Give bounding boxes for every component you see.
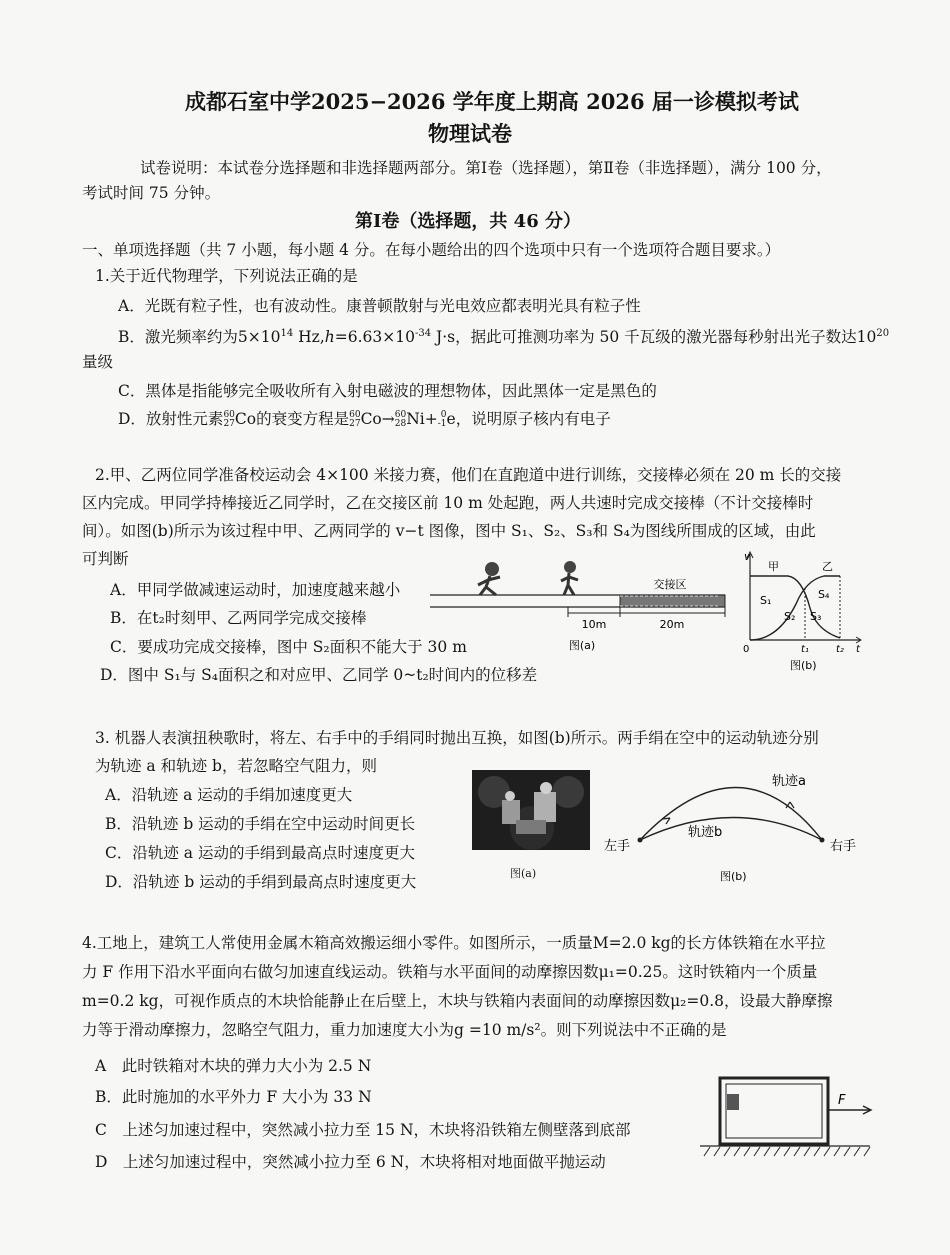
q3-option-a: A．沿轨迹 a 运动的手绢加速度更大 bbox=[105, 786, 353, 804]
exchange-zone-label: 交接区 bbox=[653, 578, 687, 591]
q4-option-a: A 此时铁箱对木块的弹力大小为 2.5 N bbox=[95, 1057, 372, 1075]
q3-option-b: B．沿轨迹 b 运动的手绢在空中运动时间更长 bbox=[105, 815, 416, 833]
svg-text:t: t bbox=[856, 644, 860, 655]
q4-stem-line4: 力等于滑动摩擦力，忽略空气阻力，重力加速度大小为g =10 m/s²。则下列说法中不正确的是 bbox=[82, 1021, 727, 1039]
svg-text:S₄: S₄ bbox=[818, 588, 830, 601]
q3-figure-b bbox=[600, 760, 870, 885]
q2-stem-line2: 区内完成。甲同学持棒接近乙同学时，乙在交接区前 10 m 处起跑，两人共速时完成交接棒（不计交接棒时 bbox=[82, 494, 814, 512]
q3-stem-line2: 为轨迹 a 和轨迹 b，若忽略空气阻力，则 bbox=[95, 757, 377, 775]
svg-text:0: 0 bbox=[743, 644, 750, 655]
runner-jia-icon bbox=[478, 562, 500, 595]
figure-a-caption: 图(a) bbox=[568, 639, 596, 652]
q1-option-a: A．光既有粒子性，也有波动性。康普顿散射与光电效应都表明光具有粒子性 bbox=[118, 297, 641, 315]
exam-note-cont: 考试时间 75 分钟。 bbox=[82, 184, 221, 202]
q4-stem-line2: 力 F 作用下沿水平面向右做匀加速直线运动。铁箱与水平面间的动摩擦因数μ₁=0.25。这时铁箱内一个质量 bbox=[82, 963, 818, 981]
section-title: 第Ⅰ卷（选择题，共 46 分） bbox=[355, 211, 582, 232]
q2-stem-line1: 2.甲、乙两位同学准备校运动会 4×100 米接力赛，他们在直跑道中进行训练，交接棒必须在 20 m 长的交接 bbox=[95, 466, 842, 484]
svg-text:t₂: t₂ bbox=[836, 644, 844, 655]
q2-option-c: C．要成功完成交接棒，图中 S₂面积不能大于 30 m bbox=[110, 638, 467, 656]
track-b-label: 轨迹b bbox=[688, 825, 723, 840]
q3-stem-line1: 3. 机器人表演扭秧歌时，将左、右手中的手绢同时抛出互换，如图(b)所示。两手绢在空中的运动轨迹分别 bbox=[95, 729, 819, 747]
q3-robot-photo bbox=[472, 770, 590, 850]
svg-text:S₂: S₂ bbox=[784, 610, 796, 623]
q3-option-d: D．沿轨迹 b 运动的手绢到最高点时速度更大 bbox=[105, 873, 417, 891]
left-hand-label: 左手 bbox=[604, 839, 631, 854]
exam-title: 成都石室中学2025−2026 学年度上期高 2026 届一诊模拟考试 bbox=[185, 89, 799, 114]
svg-text:乙: 乙 bbox=[822, 560, 833, 573]
exam-subtitle: 物理试卷 bbox=[428, 121, 512, 146]
q4-option-d: D 上述匀加速过程中，突然减小拉力至 6 N，木块将相对地面做平抛运动 bbox=[95, 1153, 606, 1171]
svg-text:图(b): 图(b) bbox=[790, 659, 817, 672]
runner-yi-icon bbox=[561, 561, 578, 595]
figure-b-caption: 图(b) bbox=[720, 870, 747, 883]
q1-option-b: B．激光频率约为$5\times 10^{14}$ $Hz,h=6.63\times 10^{-34}$ J·s，据此可推测功率为 50 千瓦级的激光器每秒射出光子数达$10^{20}$ bbox=[118, 328, 890, 347]
q2-stem-line4: 可判断 bbox=[82, 550, 129, 568]
q1-option-b-cont: 量级 bbox=[82, 353, 114, 371]
q4-stem-line3: m=0.2 kg，可视作质点的木块恰能静止在后壁上，木块与铁箱内表面间的动摩擦因数μ₂=0.8，设最大静摩擦 bbox=[82, 992, 833, 1010]
distance-20m: 20m bbox=[659, 618, 685, 631]
distance-10m: 10m bbox=[581, 618, 607, 631]
q3-option-c: C．沿轨迹 a 运动的手绢到最高点时速度更大 bbox=[105, 844, 415, 862]
section-instruction: 一、单项选择题（共 7 小题，每小题 4 分。在每小题给出的四个选项中只有一个选项符合题目要求。） bbox=[82, 241, 781, 259]
track-a-label: 轨迹a bbox=[772, 774, 806, 789]
svg-text:S₁: S₁ bbox=[760, 594, 772, 607]
q2-stem-line3: 间）。如图(b)所示为该过程中甲、乙两同学的 v−t 图像，图中 S₁、S₂、S₃和 S₄为图线所围成的区域，由此 bbox=[82, 522, 816, 540]
svg-text:甲: 甲 bbox=[768, 560, 779, 573]
right-hand-label: 右手 bbox=[830, 839, 857, 854]
svg-text:v: v bbox=[744, 550, 751, 563]
q3-figure-a-caption: 图(a) bbox=[510, 867, 537, 880]
q4-option-b: B．此时施加的水平外力 F 大小为 33 N bbox=[95, 1088, 372, 1106]
svg-text:S₃: S₃ bbox=[810, 610, 822, 623]
q1-option-d: D．放射性元素60 27Co的衰变方程是60 27Co→60 28Ni+ 0 -1e，说明原子核内有电子 bbox=[118, 410, 611, 429]
q1-stem: 1.关于近代物理学，下列说法正确的是 bbox=[95, 267, 358, 285]
q4-figure bbox=[700, 1070, 880, 1160]
q2-option-a: A．甲同学做减速运动时，加速度越来越小 bbox=[110, 581, 401, 599]
q2-figure-b bbox=[738, 548, 868, 673]
q2-option-d: D．图中 S₁与 S₄面积之和对应甲、乙同学 0~t₂时间内的位移差 bbox=[100, 666, 538, 684]
q2-figure-a bbox=[430, 555, 740, 655]
wood-block bbox=[727, 1094, 739, 1110]
q2-option-b: B．在t₂时刻甲、乙两同学完成交接棒 bbox=[110, 609, 367, 627]
svg-text:t₁: t₁ bbox=[801, 644, 809, 655]
svg-text:F: F bbox=[838, 1093, 846, 1108]
q4-stem-line1: 4.工地上，建筑工人常使用金属木箱高效搬运细小零件。如图所示，一质量M=2.0 kg的长方体铁箱在水平拉 bbox=[82, 934, 826, 952]
q1-option-c: C．黑体是指能够完全吸收所有入射电磁波的理想物体，因此黑体一定是黑色的 bbox=[118, 382, 657, 400]
q4-option-c: C 上述匀加速过程中，突然减小拉力至 15 N，木块将沿铁箱左侧壁落到底部 bbox=[95, 1121, 631, 1139]
exam-note: 试卷说明：本试卷分选择题和非选择题两部分。第Ⅰ卷（选择题），第Ⅱ卷（非选择题），满分 100 分， bbox=[140, 159, 832, 177]
